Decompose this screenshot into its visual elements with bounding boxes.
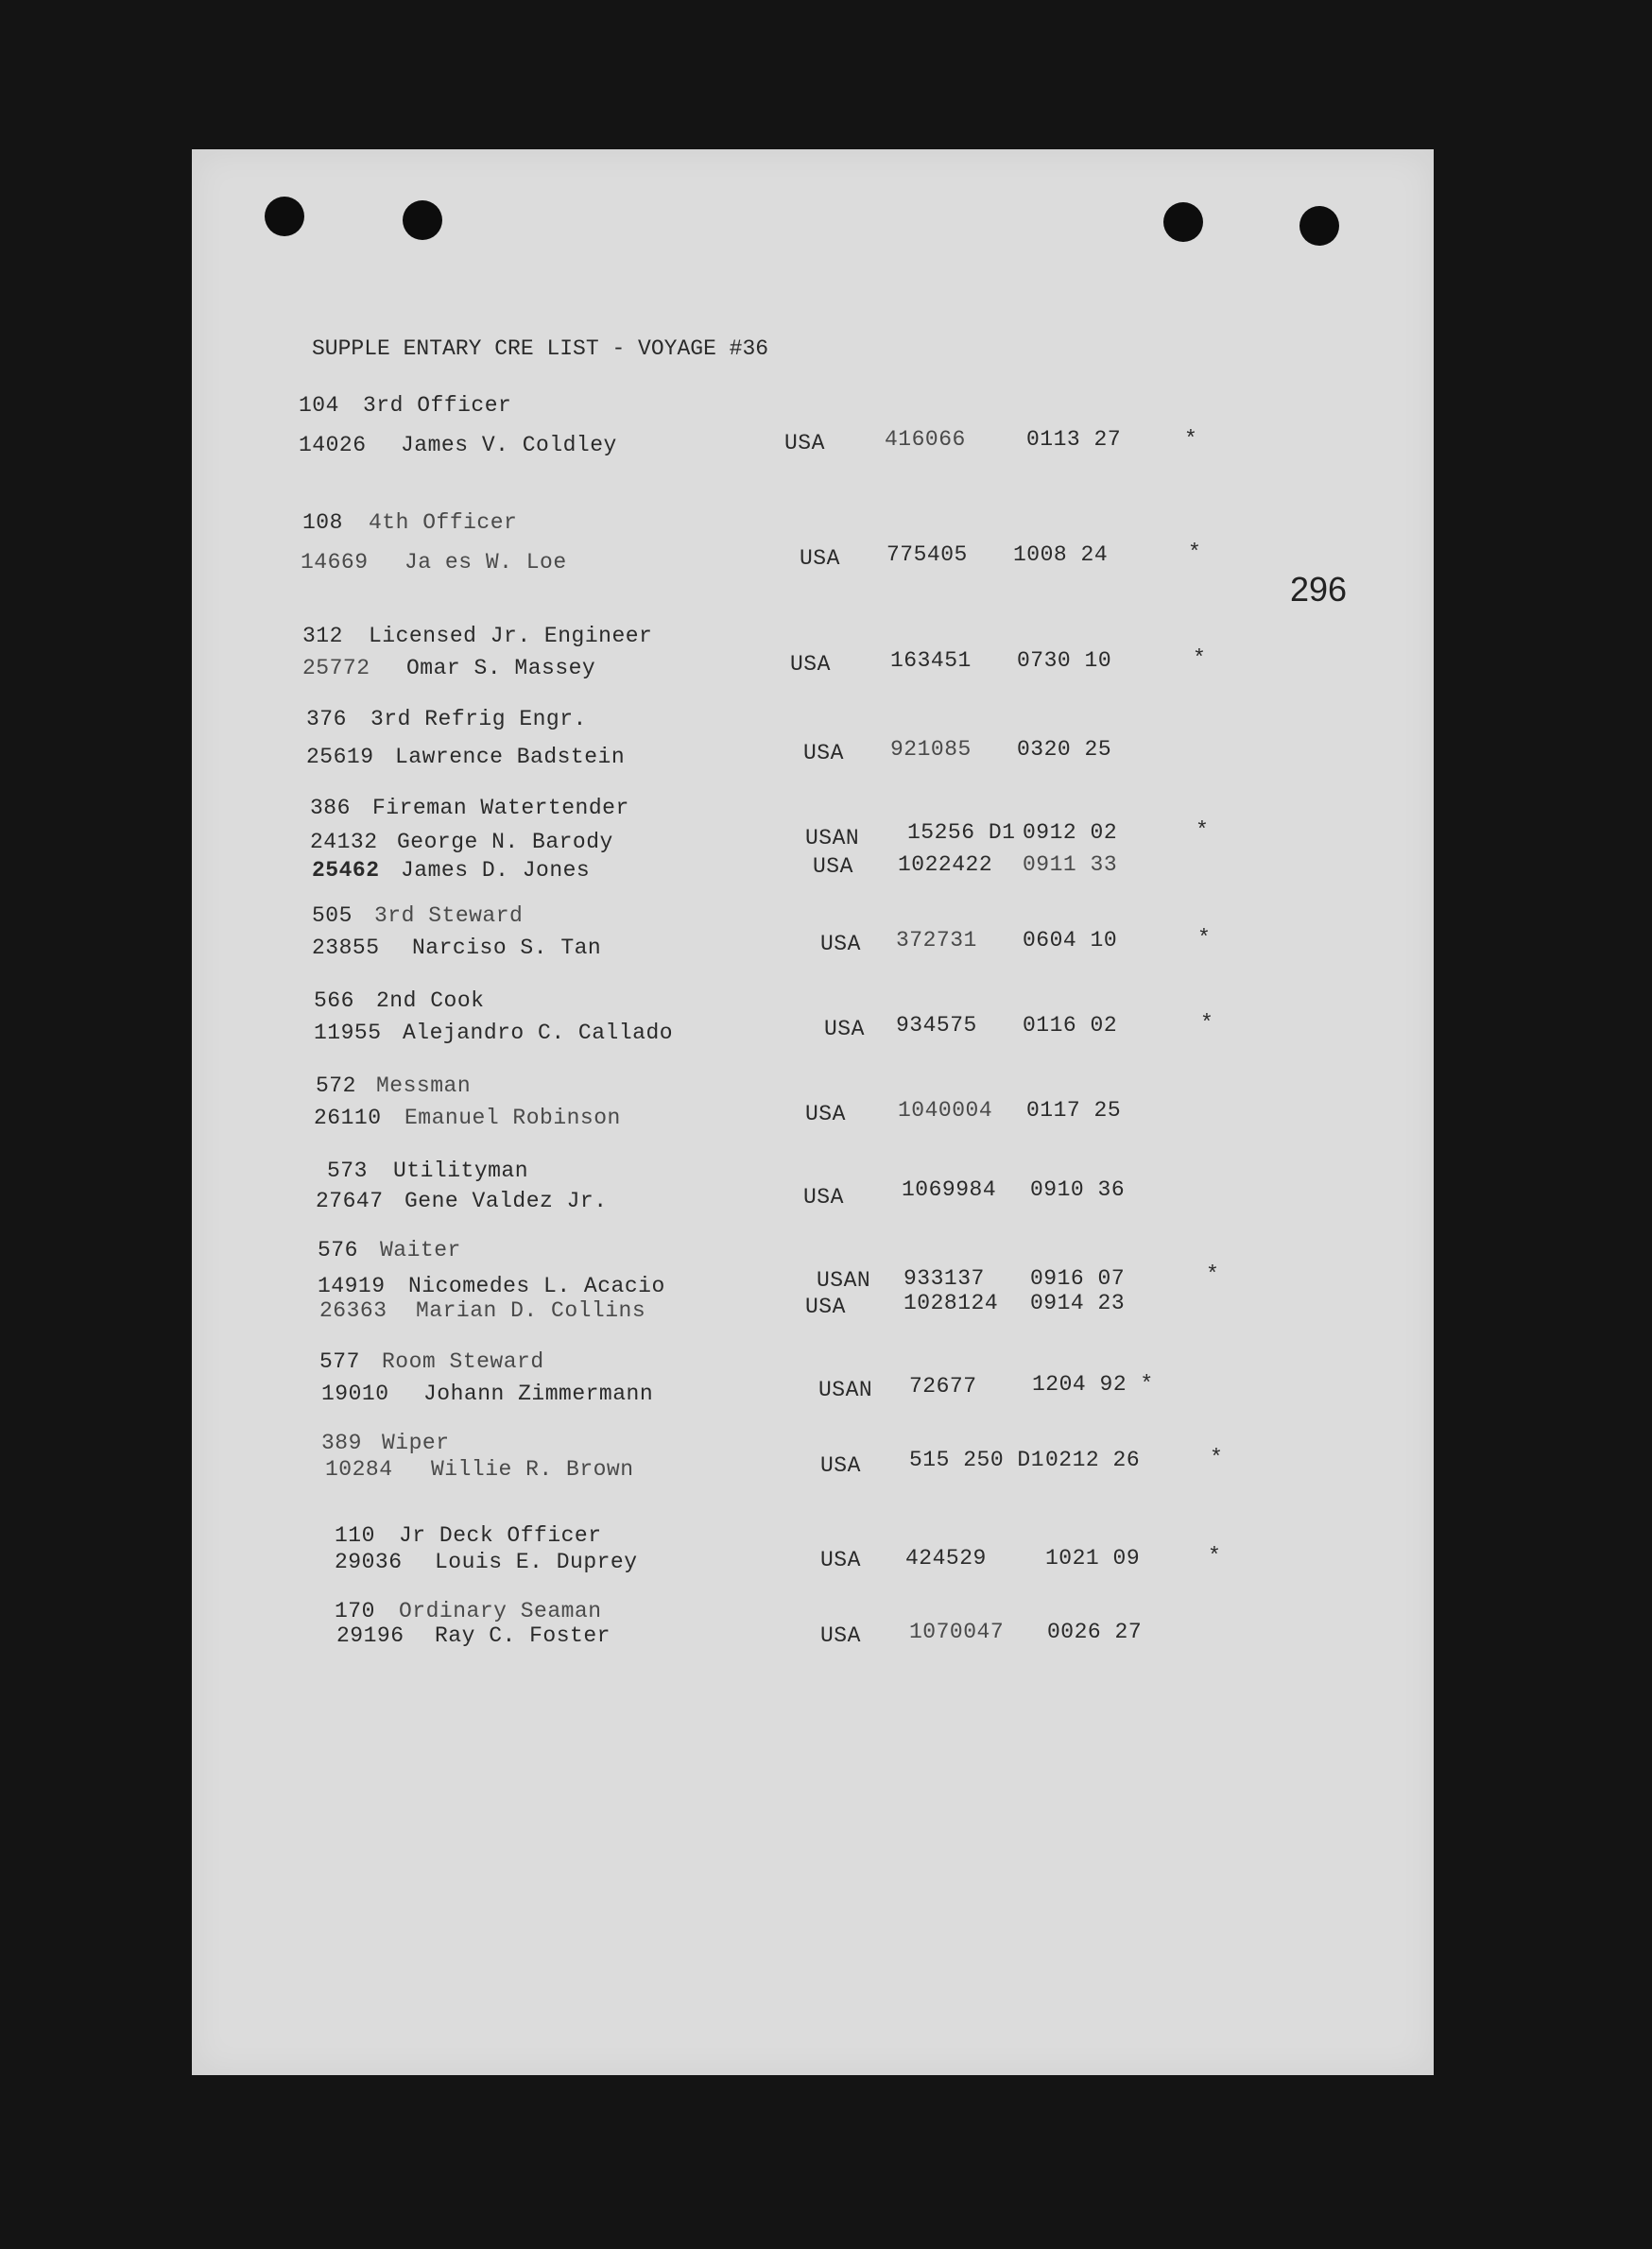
crew-name: Omar S. Massey xyxy=(406,656,596,680)
crew-name: Ray C. Foster xyxy=(435,1623,611,1648)
crew-name: Lawrence Badstein xyxy=(395,745,626,769)
crew-name: Emanuel Robinson xyxy=(404,1106,621,1130)
crew-id: 26363 xyxy=(319,1298,387,1323)
crew-name: Johann Zimmermann xyxy=(423,1382,654,1406)
crew-id: 25462 xyxy=(312,858,380,883)
position-title: 3rd Refrig Engr. xyxy=(370,707,587,731)
position-code: 170 xyxy=(335,1599,375,1623)
crew-id: 23855 xyxy=(312,936,380,960)
position-title: Fireman Watertender xyxy=(372,796,629,820)
punch-hole xyxy=(403,200,442,240)
crew-date: 1008 24 xyxy=(1013,542,1109,567)
position-code: 312 xyxy=(302,624,343,648)
crew-date: 0117 25 xyxy=(1026,1098,1122,1123)
crew-id: 14026 xyxy=(299,433,367,457)
crew-mark: * xyxy=(1208,1544,1222,1569)
crew-id: 29036 xyxy=(335,1550,403,1574)
crew-id: 24132 xyxy=(310,830,378,854)
crew-nationality: USA xyxy=(803,1185,844,1210)
crew-nationality: USA xyxy=(824,1017,865,1041)
crew-id: 25772 xyxy=(302,656,370,680)
position-title: Jr Deck Officer xyxy=(399,1523,602,1548)
crew-id: 29196 xyxy=(336,1623,404,1648)
crew-name: James D. Jones xyxy=(401,858,591,883)
crew-id: 10284 xyxy=(325,1457,393,1482)
crew-id: 25619 xyxy=(306,745,374,769)
position-code: 110 xyxy=(335,1523,375,1548)
crew-name: George N. Barody xyxy=(397,830,613,854)
crew-number: 1022422 xyxy=(898,852,993,877)
crew-nationality: USA xyxy=(820,1623,861,1648)
crew-mark: * xyxy=(1184,427,1198,452)
crew-nationality: USAN xyxy=(805,826,860,850)
crew-id: 11955 xyxy=(314,1021,382,1045)
crew-date: 0320 25 xyxy=(1017,737,1112,762)
crew-number: 933137 xyxy=(903,1266,985,1291)
punch-hole xyxy=(1163,202,1203,242)
position-title: Waiter xyxy=(380,1238,461,1262)
crew-number: 72677 xyxy=(909,1374,977,1399)
position-title: 3rd Steward xyxy=(374,903,524,928)
position-code: 389 xyxy=(321,1431,362,1455)
crew-date: 0916 07 xyxy=(1030,1266,1126,1291)
crew-id: 26110 xyxy=(314,1106,382,1130)
punch-hole xyxy=(1299,206,1339,246)
crew-number: 416066 xyxy=(885,427,966,452)
crew-date: 1204 92 * xyxy=(1032,1372,1154,1397)
crew-nationality: USA xyxy=(820,1548,861,1572)
position-code: 576 xyxy=(318,1238,358,1262)
crew-nationality: USA xyxy=(813,854,853,879)
crew-nationality: USA xyxy=(784,431,825,455)
crew-mark: * xyxy=(1196,818,1210,843)
crew-number: 163451 xyxy=(890,648,972,673)
position-code: 566 xyxy=(314,988,354,1013)
crew-name: Louis E. Duprey xyxy=(435,1550,638,1574)
crew-number: 1028124 xyxy=(903,1291,999,1315)
crew-name: Nicomedes L. Acacio xyxy=(408,1274,665,1298)
crew-date: 0730 10 xyxy=(1017,648,1112,673)
crew-number: 1040004 xyxy=(898,1098,993,1123)
crew-date: 0113 27 xyxy=(1026,427,1122,452)
crew-mark: * xyxy=(1197,926,1212,951)
position-code: 104 xyxy=(299,393,339,418)
punch-hole xyxy=(265,197,304,236)
crew-id: 27647 xyxy=(316,1189,384,1213)
crew-nationality: USAN xyxy=(817,1268,871,1293)
crew-name: Ja es W. Loe xyxy=(404,550,567,575)
position-title: Utilityman xyxy=(393,1159,529,1183)
crew-name: James V. Coldley xyxy=(401,433,617,457)
crew-date: 0910 36 xyxy=(1030,1177,1126,1202)
position-title: 4th Officer xyxy=(369,510,518,535)
crew-id: 14919 xyxy=(318,1274,386,1298)
position-code: 376 xyxy=(306,707,347,731)
crew-date: 0911 33 xyxy=(1023,852,1118,877)
crew-name: Gene Valdez Jr. xyxy=(404,1189,608,1213)
crew-name: Narciso S. Tan xyxy=(412,936,602,960)
position-title: Messman xyxy=(376,1073,472,1098)
crew-nationality: USA xyxy=(800,546,840,571)
position-code: 505 xyxy=(312,903,353,928)
crew-name: Marian D. Collins xyxy=(416,1298,646,1323)
document-title: SUPPLE ENTARY CRE LIST - VOYAGE #36 xyxy=(312,336,769,361)
crew-nationality: USA xyxy=(820,932,861,956)
crew-number: 934575 xyxy=(896,1013,977,1038)
page-number: 296 xyxy=(1290,570,1348,609)
crew-date: 0604 10 xyxy=(1023,928,1118,953)
crew-number: 775405 xyxy=(886,542,968,567)
crew-nationality: USA xyxy=(805,1102,846,1126)
position-title: Licensed Jr. Engineer xyxy=(369,624,653,648)
crew-number: 372731 xyxy=(896,928,977,953)
crew-date: 0116 02 xyxy=(1023,1013,1118,1038)
crew-nationality: USA xyxy=(790,652,831,677)
position-code: 577 xyxy=(319,1349,360,1374)
crew-number: 1069984 xyxy=(902,1177,997,1202)
position-title: Ordinary Seaman xyxy=(399,1599,602,1623)
crew-mark: * xyxy=(1193,646,1207,671)
crew-date: 0914 23 xyxy=(1030,1291,1126,1315)
crew-nationality: USA xyxy=(803,741,844,765)
crew-id: 19010 xyxy=(321,1382,389,1406)
crew-id: 14669 xyxy=(301,550,369,575)
crew-mark: * xyxy=(1206,1262,1220,1287)
crew-number: 1070047 xyxy=(909,1620,1005,1644)
crew-date: 0212 26 xyxy=(1045,1448,1141,1472)
position-title: 2nd Cook xyxy=(376,988,485,1013)
position-title: Wiper xyxy=(382,1431,450,1455)
position-code: 573 xyxy=(327,1159,368,1183)
crew-number: 15256 D1 xyxy=(907,820,1016,845)
crew-number: 921085 xyxy=(890,737,972,762)
crew-date: 1021 09 xyxy=(1045,1546,1141,1571)
crew-nationality: USA xyxy=(820,1453,861,1478)
crew-mark: * xyxy=(1210,1446,1224,1470)
crew-number: 515 250 D1 xyxy=(909,1448,1045,1472)
position-code: 108 xyxy=(302,510,343,535)
position-code: 572 xyxy=(316,1073,356,1098)
crew-mark: * xyxy=(1200,1011,1214,1036)
crew-name: Alejandro C. Callado xyxy=(403,1021,674,1045)
crew-name: Willie R. Brown xyxy=(431,1457,634,1482)
crew-number: 424529 xyxy=(905,1546,987,1571)
crew-date: 0026 27 xyxy=(1047,1620,1143,1644)
crew-date: 0912 02 xyxy=(1023,820,1118,845)
crew-nationality: USA xyxy=(805,1295,846,1319)
crew-nationality: USAN xyxy=(818,1378,873,1402)
position-code: 386 xyxy=(310,796,351,820)
position-title: Room Steward xyxy=(382,1349,544,1374)
position-title: 3rd Officer xyxy=(363,393,512,418)
crew-mark: * xyxy=(1188,541,1202,565)
